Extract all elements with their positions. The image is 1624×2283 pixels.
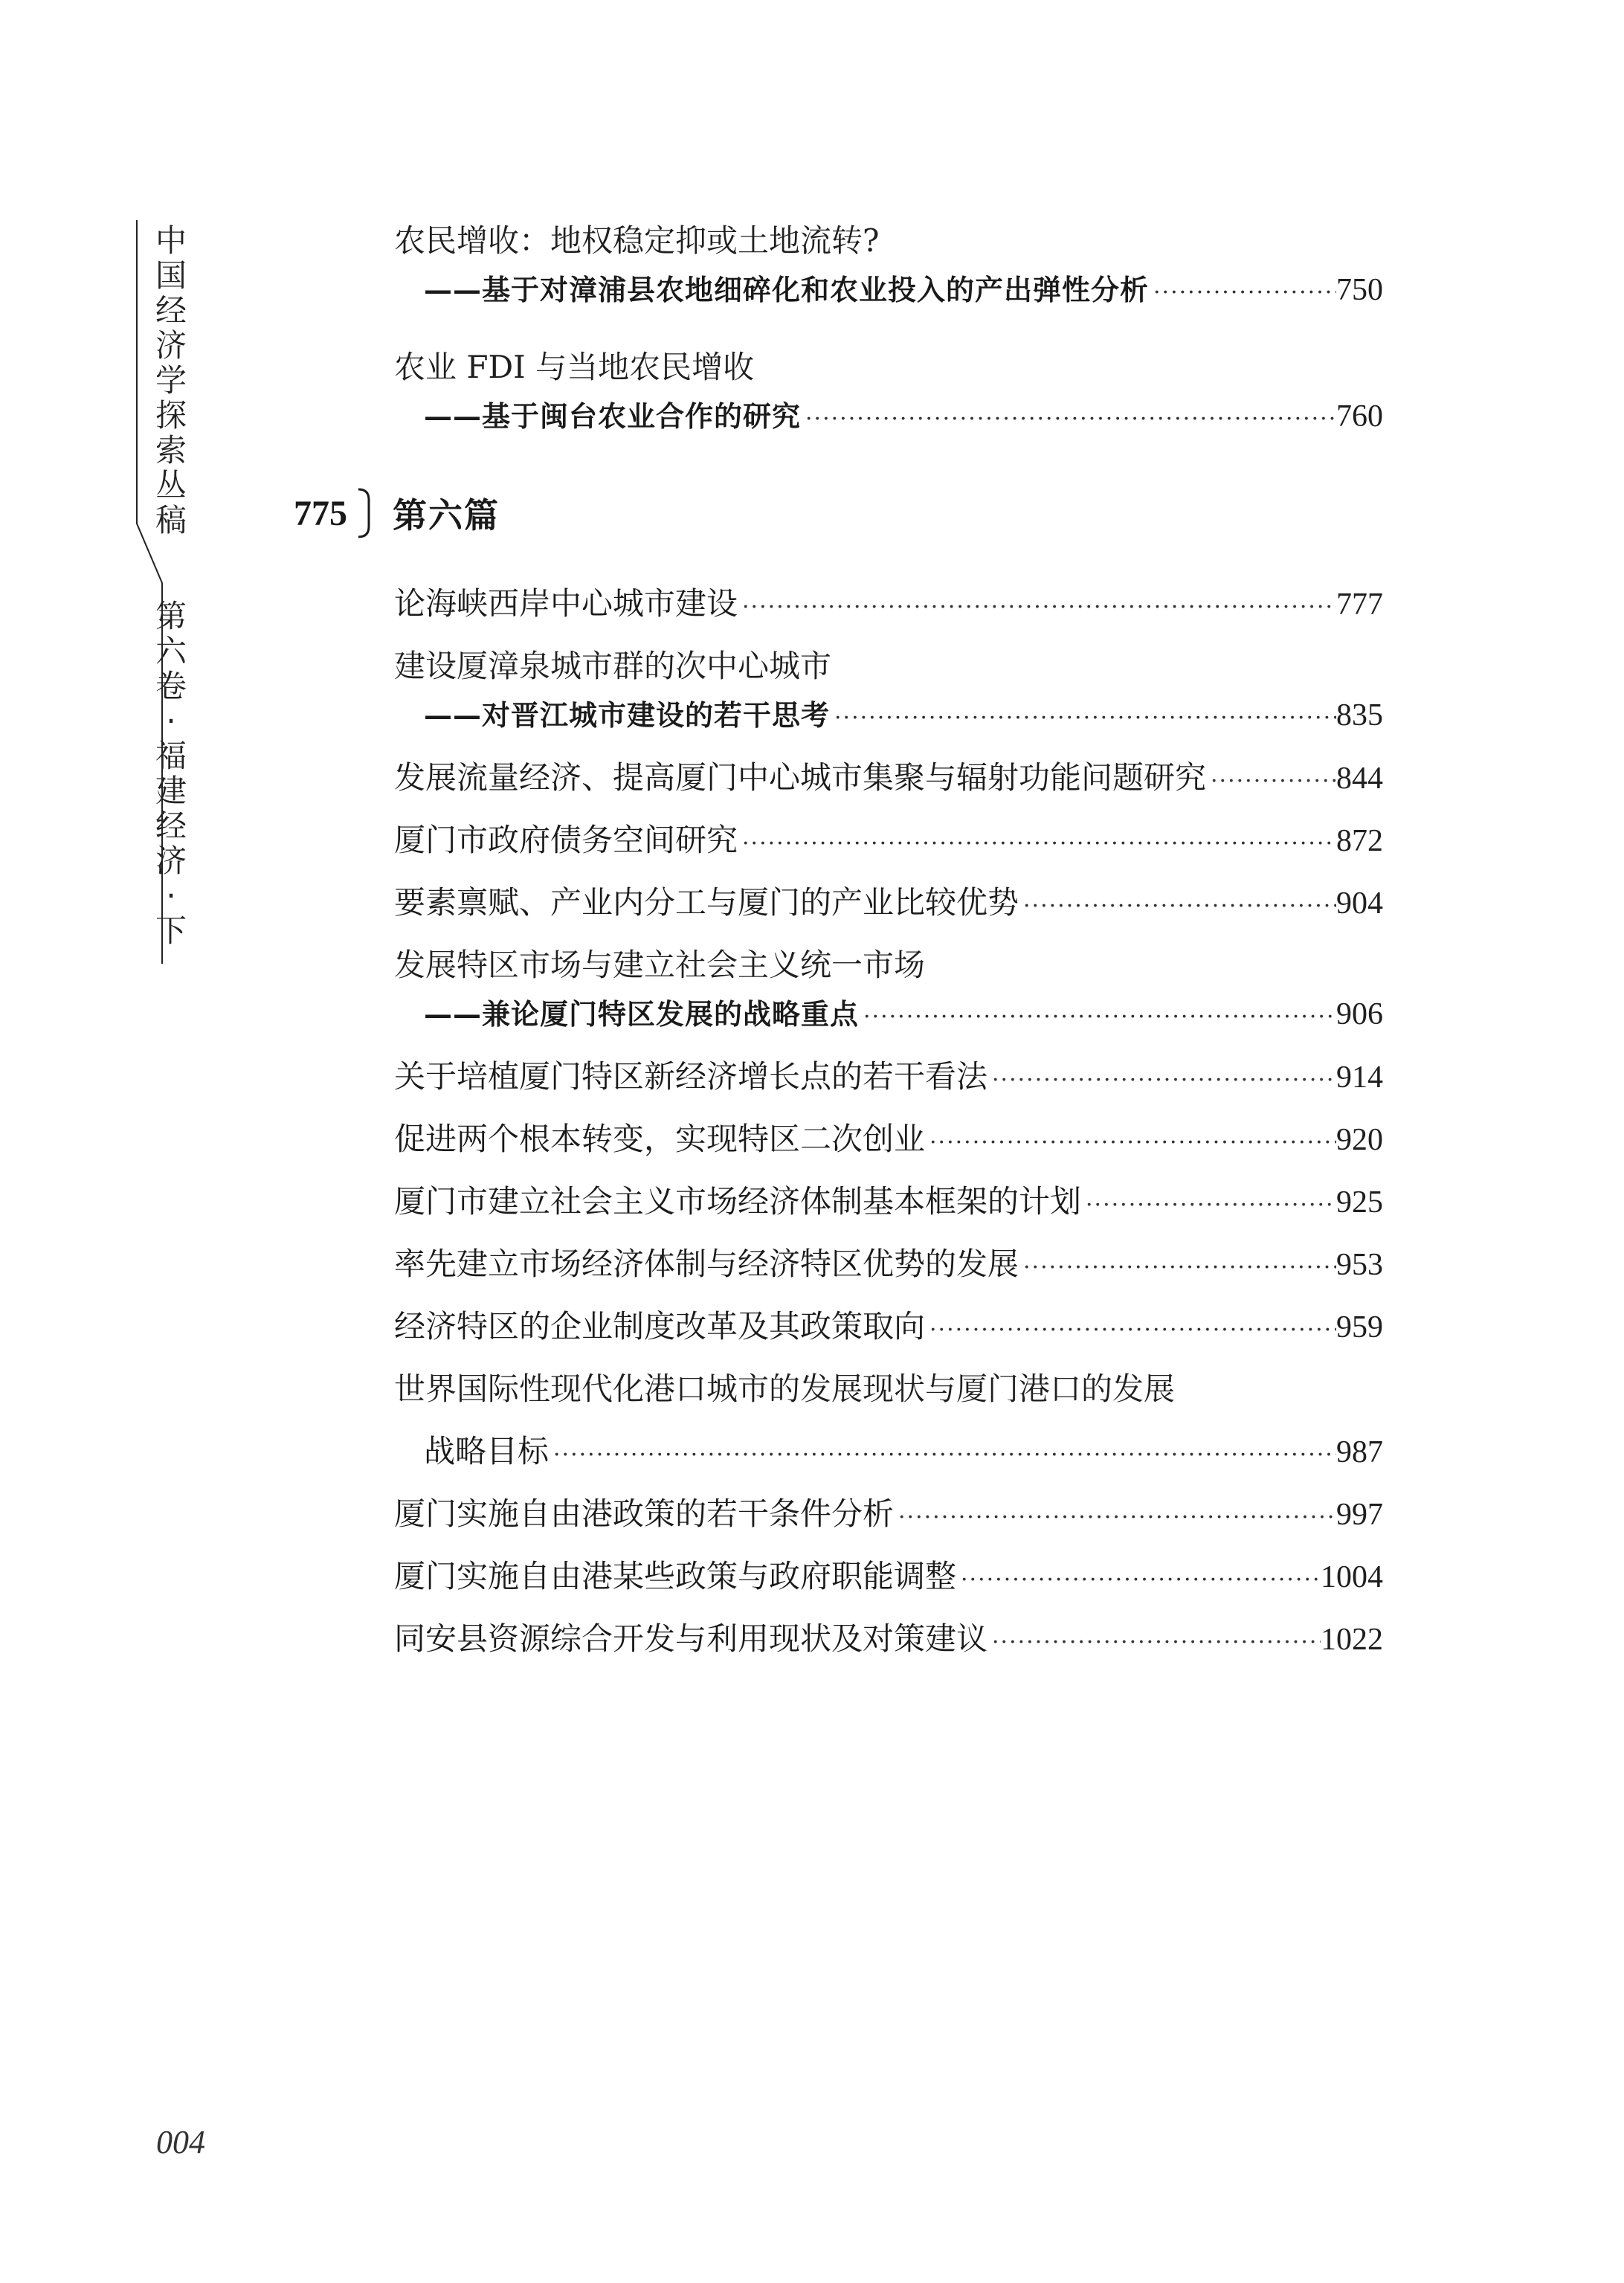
toc-entry-page: 997: [1336, 1498, 1383, 1532]
toc-entry-row: [394, 1618, 1383, 1660]
toc-entry-title: 世界国际性现代化港口城市的发展现状与厦门港口的发展: [394, 1371, 1176, 1407]
toc-entry-page: 925: [1336, 1185, 1383, 1220]
toc-entry-title: 要素禀赋、产业内分工与厦门的产业比较优势: [394, 884, 1019, 921]
toc-entry-subtitle: ——兼论厦门特区发展的战略重点: [424, 997, 860, 1031]
series-char: 稿: [155, 502, 187, 538]
volume-char: 经: [155, 808, 187, 844]
toc-entry-row: [394, 1056, 1383, 1098]
toc-entry-subtitle: ——基于对漳浦县农地细碎化和农业投入的产出弹性分析: [424, 273, 1150, 306]
toc-entry-row: [394, 882, 1383, 924]
toc-entry-title: 建设厦漳泉城市群的次中心城市: [394, 648, 832, 684]
toc-entry-page: 953: [1336, 1248, 1383, 1282]
dot-leader: [1019, 886, 1336, 927]
dot-leader: [987, 1060, 1336, 1101]
toc-entry-page: 987: [1336, 1435, 1383, 1469]
volume-char: 卷: [155, 668, 187, 704]
dot-leader: [801, 399, 1336, 440]
series-char: 索: [155, 432, 187, 468]
dot-leader: [987, 1622, 1321, 1664]
dot-leader: [1206, 761, 1336, 802]
toc-entry-title: 率先建立市场经济体制与经济特区优势的发展: [394, 1246, 1019, 1282]
toc-entry-title: 论海峡西岸中心城市建设: [394, 585, 738, 622]
toc-entry-page: 959: [1336, 1310, 1383, 1345]
toc-entry-title: 厦门市建立社会主义市场经济体制基本框架的计划: [394, 1183, 1082, 1220]
volume-char: 福: [155, 738, 187, 774]
toc-entry-row: [394, 757, 1383, 799]
toc-entry-page: 906: [1336, 997, 1383, 1031]
toc-entry-title: 发展特区市场与建立社会主义统一市场: [394, 947, 926, 983]
dot-leader: [1081, 1185, 1336, 1226]
toc-entry-page: 914: [1336, 1060, 1383, 1095]
section-heading[interactable]: [281, 480, 500, 547]
toc-entry-subtitle: ——对晋江城市建设的若干思考: [424, 698, 831, 732]
dot-leader: [830, 698, 1336, 739]
toc-entry[interactable]: [394, 1052, 1383, 1114]
toc-entry-subtitle-row: [394, 269, 1383, 311]
series-char: 学: [155, 362, 187, 399]
toc-entry[interactable]: [394, 815, 1383, 878]
volume-char: 第: [155, 598, 187, 634]
toc-entry-subtitle: ——基于闽台农业合作的研究: [424, 399, 802, 433]
series-char: 中: [155, 222, 187, 259]
toc-entry-page: 777: [1336, 587, 1383, 622]
page-folio: 004: [156, 2124, 205, 2160]
toc-entry-page: 750: [1336, 273, 1383, 307]
volume-char: 建: [155, 773, 187, 809]
series-char: 国: [155, 257, 187, 294]
toc-entry[interactable]: [394, 753, 1383, 815]
toc-entry[interactable]: [394, 641, 1383, 753]
side-series-title: [152, 223, 190, 538]
section-bracket-icon: [357, 488, 370, 538]
dot-leader: [925, 1310, 1336, 1351]
toc-entry-row: [394, 1493, 1383, 1535]
toc-entry-page: 920: [1336, 1123, 1383, 1157]
toc-entry[interactable]: [394, 579, 1383, 641]
dot-leader: [738, 823, 1336, 865]
toc-entry[interactable]: [394, 1239, 1383, 1301]
toc-entry-subtitle-row: [394, 695, 1383, 736]
dot-leader: [549, 1434, 1336, 1476]
toc-entry-row: [394, 1118, 1383, 1160]
toc-entry-row: [394, 1181, 1383, 1223]
toc-entry-row: [394, 1556, 1383, 1597]
toc-entry-page: 1022: [1321, 1623, 1383, 1657]
toc-entry-title: 经济特区的企业制度改革及其政策取向: [394, 1308, 926, 1345]
dot-leader: [859, 996, 1336, 1038]
volume-char: 下: [155, 912, 187, 949]
toc-entry-title: 同安县资源综合开发与利用现状及对策建议: [394, 1620, 988, 1657]
toc-entry-title: 厦门市政府债务空间研究: [394, 822, 738, 858]
toc-entry-page: 904: [1336, 886, 1383, 921]
toc-top-list: [394, 216, 1383, 468]
toc-entry[interactable]: [394, 1364, 1383, 1489]
section-title: 第六篇: [393, 495, 500, 535]
series-char: 经: [155, 292, 187, 329]
toc-entry-title: 农业 FDI 与当地农民增收: [394, 349, 755, 385]
toc-entry-continuation-row: [394, 1431, 1383, 1472]
dot-leader: [1019, 1247, 1336, 1289]
toc-entry[interactable]: [394, 1614, 1383, 1676]
toc-entry-row: [394, 820, 1383, 861]
toc-entry-title: 厦门实施自由港政策的若干条件分析: [394, 1495, 895, 1532]
dot-leader: [894, 1497, 1336, 1539]
volume-char: ·: [166, 878, 176, 914]
toc-entry[interactable]: [394, 216, 1383, 342]
toc-entry-title: 农民增收：地权稳定抑或土地流转?: [394, 222, 880, 259]
volume-char: 济: [155, 843, 187, 879]
side-volume-title: [152, 599, 190, 948]
toc-entry[interactable]: [394, 1301, 1383, 1364]
toc-entry-row: [394, 1243, 1383, 1285]
volume-char: ·: [166, 703, 176, 739]
toc-entry-title: 促进两个根本转变，实现特区二次创业: [394, 1121, 926, 1157]
toc-entry[interactable]: [394, 342, 1383, 468]
toc-entry-subtitle-row: [394, 994, 1383, 1035]
toc-entry-title: 关于培植厦门特区新经济增长点的若干看法: [394, 1058, 988, 1095]
toc-entry-page: 760: [1336, 399, 1383, 434]
toc-entry[interactable]: [394, 878, 1383, 940]
series-char: 济: [155, 327, 187, 364]
toc-entry[interactable]: [394, 1489, 1383, 1551]
toc-entry-page: 835: [1336, 698, 1383, 732]
volume-char: 六: [155, 633, 187, 669]
dot-leader: [738, 587, 1336, 628]
toc-entry-subtitle-row: [394, 396, 1383, 437]
toc-entry[interactable]: [394, 940, 1383, 1052]
dot-leader: [956, 1559, 1321, 1601]
toc-entry-title: 厦门实施自由港某些政策与政府职能调整: [394, 1558, 957, 1594]
toc-entry-page: 844: [1336, 761, 1383, 796]
section-page-number: 775: [294, 493, 347, 533]
series-char: 探: [155, 397, 187, 434]
toc-entry[interactable]: [394, 1114, 1383, 1176]
toc-entry-row: [394, 1306, 1383, 1347]
toc-entry-title: 发展流量经济、提高厦门中心城市集聚与辐射功能问题研究: [394, 759, 1207, 796]
series-char: 丛: [155, 467, 187, 503]
toc-entry[interactable]: [394, 1176, 1383, 1239]
toc-entry[interactable]: [394, 1551, 1383, 1614]
toc-entry-page: 1004: [1321, 1560, 1383, 1594]
toc-entry-row: [394, 583, 1383, 625]
toc-entry-page: 872: [1336, 824, 1383, 858]
dot-leader: [1149, 272, 1336, 314]
toc-entry-continuation: 战略目标: [424, 1433, 550, 1469]
toc-section-list: [394, 579, 1383, 1676]
dot-leader: [925, 1122, 1336, 1164]
section-page-box: [281, 488, 360, 538]
